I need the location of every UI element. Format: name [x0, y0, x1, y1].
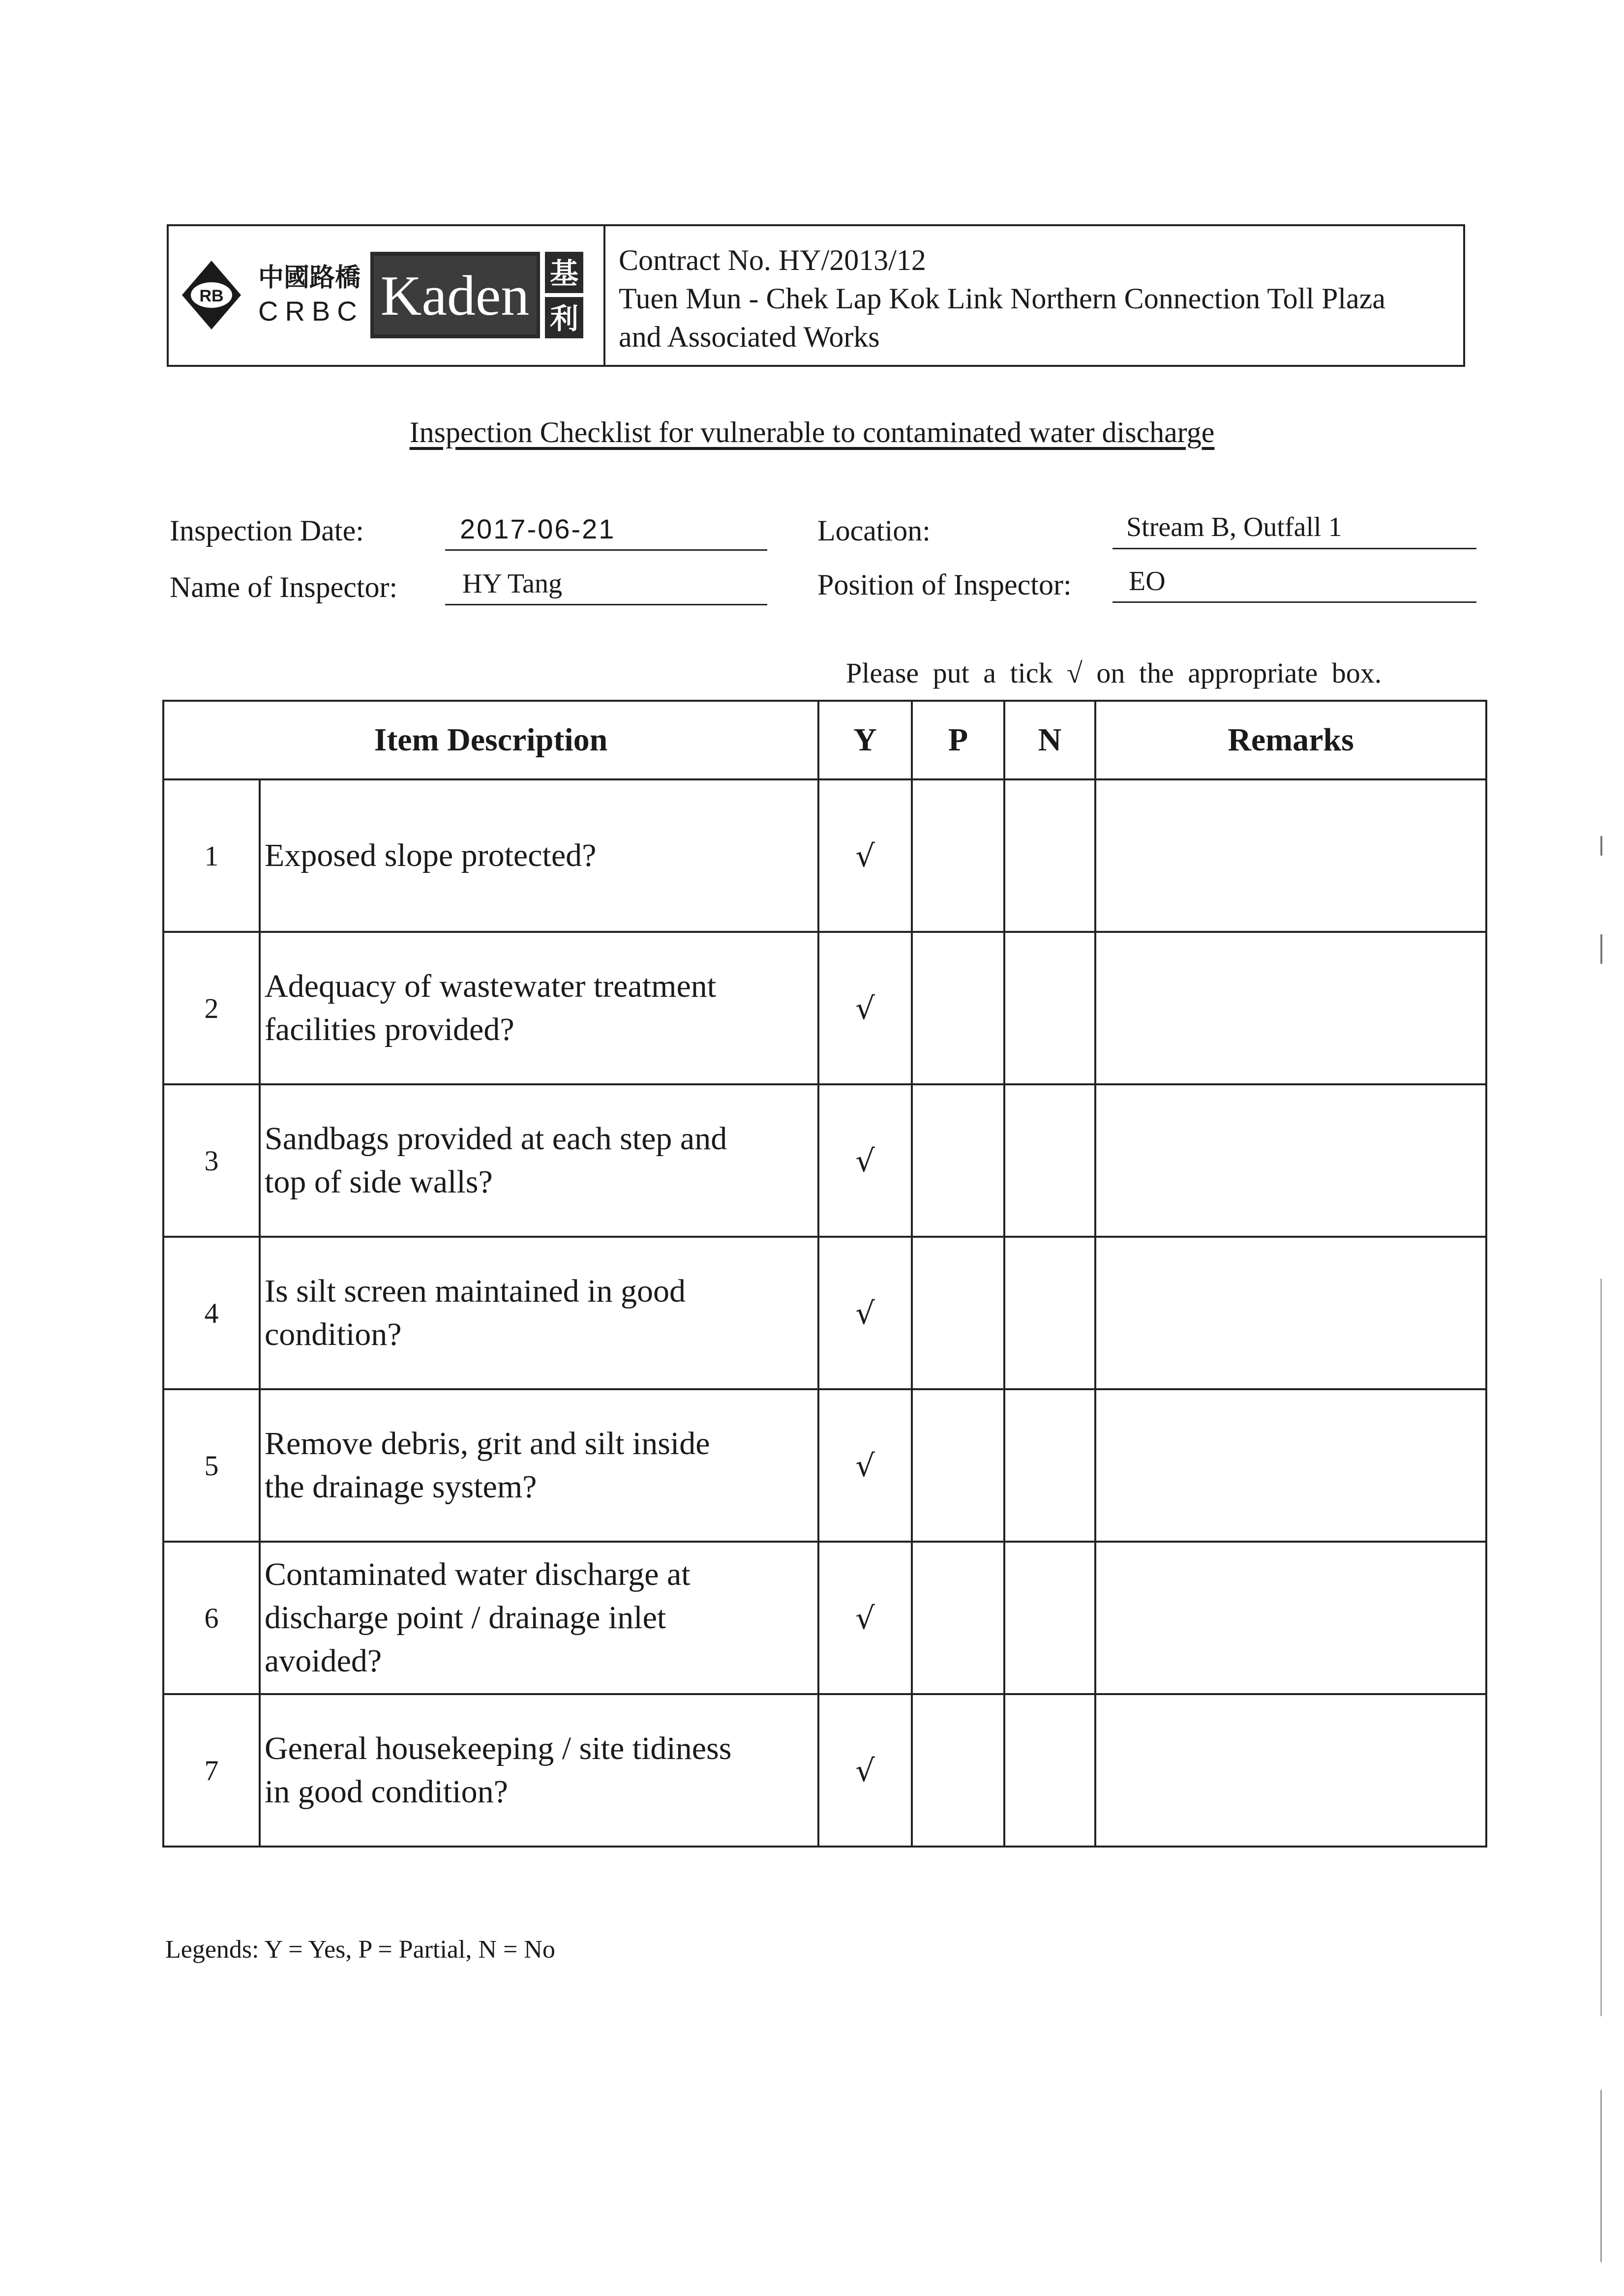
row-description	[260, 1542, 818, 1694]
description-line: Sandbags provided at each step and	[265, 1121, 727, 1157]
table-row	[163, 1542, 1486, 1694]
header-y: Y	[818, 701, 912, 779]
y-checkbox[interactable]: √	[818, 779, 912, 932]
remarks-cell[interactable]	[1095, 1389, 1486, 1542]
y-checkbox[interactable]: √	[818, 1542, 912, 1694]
description-line: facilities provided?	[265, 1012, 514, 1047]
kaden-chinese-bottom: 利	[549, 302, 579, 335]
kaden-text: Kaden	[380, 265, 530, 328]
scan-artifact	[1600, 934, 1602, 964]
description-line: Exposed slope protected?	[265, 837, 597, 873]
table-row	[163, 1084, 1486, 1237]
inspector-position-value: EO	[1129, 566, 1166, 596]
y-checkbox[interactable]: √	[818, 932, 912, 1084]
company-logo	[172, 241, 600, 349]
inspector-name-underline	[445, 604, 767, 605]
description-line: top of side walls?	[265, 1164, 493, 1200]
row-description	[260, 1694, 818, 1847]
n-checkbox[interactable]	[1004, 932, 1095, 1084]
rb-badge-icon	[182, 261, 241, 329]
y-checkbox[interactable]: √	[818, 1694, 912, 1847]
description-line: discharge point / drainage inlet	[265, 1600, 666, 1636]
n-checkbox[interactable]	[1004, 1084, 1095, 1237]
header-remarks: Remarks	[1095, 701, 1486, 779]
table-row	[163, 779, 1486, 932]
remarks-cell[interactable]	[1095, 1237, 1486, 1389]
project-name-line1: Tuen Mun - Chek Lap Kok Link Northern Connection Toll Plaza	[619, 282, 1385, 315]
inspection-date-value: 2017-06-21	[460, 513, 616, 544]
n-checkbox[interactable]	[1004, 779, 1095, 932]
p-checkbox[interactable]	[912, 1542, 1004, 1694]
location-label: Location:	[817, 514, 931, 547]
row-number: 7	[163, 1694, 260, 1847]
contract-info	[619, 241, 1465, 356]
tick-instruction: Please put a tick √ on the appropriate box.	[846, 657, 1382, 689]
p-checkbox[interactable]	[912, 1389, 1004, 1542]
kaden-chinese-top: 基	[549, 257, 579, 290]
n-checkbox[interactable]	[1004, 1389, 1095, 1542]
inspector-name-label: Name of Inspector:	[170, 571, 398, 603]
row-description	[260, 1237, 818, 1389]
document-title: Inspection Checklist for vulnerable to contaminated water discharge	[409, 416, 1215, 448]
row-number: 4	[163, 1237, 260, 1389]
row-description	[260, 1389, 818, 1542]
crbc-text: CRBC	[258, 296, 364, 327]
project-name-line2: and Associated Works	[619, 321, 880, 353]
description-line: Remove debris, grit and silt inside	[265, 1426, 710, 1461]
checklist-table	[162, 700, 1487, 1848]
n-checkbox[interactable]	[1004, 1237, 1095, 1389]
p-checkbox[interactable]	[912, 1084, 1004, 1237]
p-checkbox[interactable]	[912, 779, 1004, 932]
location-value: Stream B, Outfall 1	[1126, 512, 1342, 542]
contract-number: Contract No. HY/2013/12	[619, 244, 926, 276]
header-p: P	[912, 701, 1004, 779]
remarks-cell[interactable]	[1095, 932, 1486, 1084]
scan-artifact	[1600, 2090, 1602, 2262]
n-checkbox[interactable]	[1004, 1542, 1095, 1694]
table-row	[163, 1237, 1486, 1389]
scan-artifact	[1600, 836, 1602, 856]
remarks-cell[interactable]	[1095, 1694, 1486, 1847]
header-divider	[603, 224, 605, 367]
header-n: N	[1004, 701, 1095, 779]
description-line: in good condition?	[265, 1774, 508, 1810]
y-checkbox[interactable]: √	[818, 1389, 912, 1542]
inspector-position-label: Position of Inspector:	[817, 568, 1072, 601]
row-number: 6	[163, 1542, 260, 1694]
description-line: Contaminated water discharge at	[265, 1556, 691, 1592]
y-checkbox[interactable]: √	[818, 1084, 912, 1237]
description-line: condition?	[265, 1316, 402, 1352]
row-description	[260, 779, 818, 932]
row-number: 1	[163, 779, 260, 932]
row-description	[260, 932, 818, 1084]
y-checkbox[interactable]: √	[818, 1237, 912, 1389]
scan-artifact	[1600, 1279, 1602, 2016]
inspection-date-underline	[445, 549, 767, 551]
legend: Legends: Y = Yes, P = Partial, N = No	[165, 1936, 555, 1964]
p-checkbox[interactable]	[912, 932, 1004, 1084]
description-line: General housekeeping / site tidiness	[265, 1730, 732, 1766]
table-header-row	[163, 701, 1486, 779]
description-line: Is silt screen maintained in good	[265, 1273, 686, 1309]
description-line: the drainage system?	[265, 1469, 537, 1505]
description-line: avoided?	[265, 1643, 382, 1679]
inspector-name-value: HY Tang	[462, 568, 562, 599]
row-description	[260, 1084, 818, 1237]
location-underline	[1113, 548, 1476, 549]
remarks-cell[interactable]	[1095, 1542, 1486, 1694]
crbc-chinese-text: 中國路橋	[258, 263, 361, 293]
row-number: 5	[163, 1389, 260, 1542]
n-checkbox[interactable]	[1004, 1694, 1095, 1847]
p-checkbox[interactable]	[912, 1237, 1004, 1389]
row-number: 2	[163, 932, 260, 1084]
p-checkbox[interactable]	[912, 1694, 1004, 1847]
table-row	[163, 1389, 1486, 1542]
remarks-cell[interactable]	[1095, 1084, 1486, 1237]
table-row	[163, 1694, 1486, 1847]
table-row	[163, 932, 1486, 1084]
row-number: 3	[163, 1084, 260, 1237]
inspector-position-underline	[1113, 601, 1476, 603]
description-line: Adequacy of wastewater treatment	[265, 968, 717, 1004]
inspection-date-label: Inspection Date:	[170, 514, 364, 547]
header-item-description: Item Description	[163, 701, 818, 779]
rb-badge-text: RB	[199, 287, 224, 305]
remarks-cell[interactable]	[1095, 779, 1486, 932]
